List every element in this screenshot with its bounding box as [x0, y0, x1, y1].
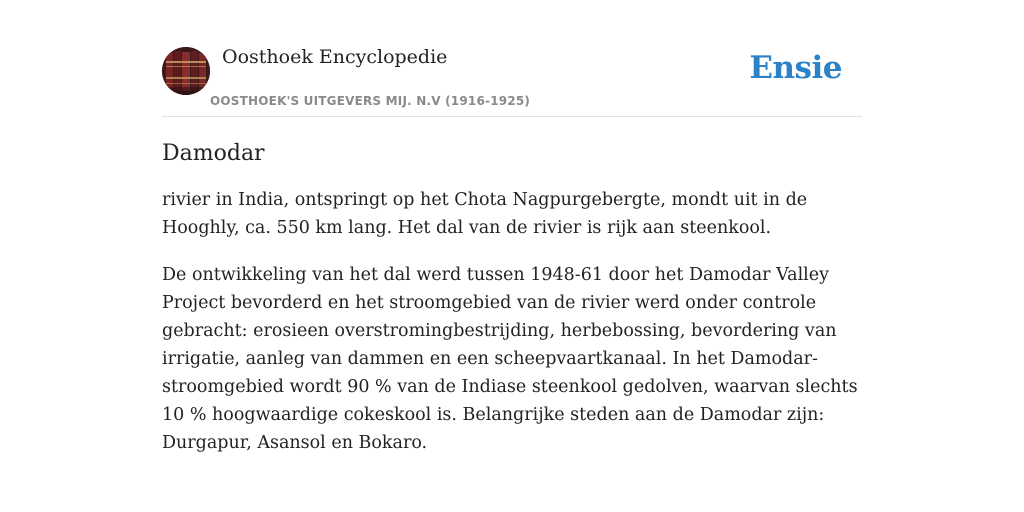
publisher-label: OOSTHOEK'S UITGEVERS MIJ. N.V (1916-1925) — [210, 94, 531, 108]
entry-paragraph: rivier in India, ontspringt op het Chota Nagpurgebergte, mondt uit in de Hooghly, ca. 550 km lang. Het dal van de rivier is rijk aan steenkool. — [162, 190, 808, 238]
source-title[interactable]: Oosthoek Encyclopedie — [222, 46, 448, 68]
entry-body — [162, 186, 862, 457]
entry-card — [162, 44, 862, 476]
book-spines-icon — [162, 47, 210, 95]
ensie-logo-link[interactable]: Ensie — [749, 50, 842, 86]
source-avatar[interactable] — [162, 47, 210, 95]
source-header — [162, 44, 862, 117]
entry-paragraph: De ontwikkeling van het dal werd tussen 1948-61 door het Damodar Valley Project bevorderd en het stroomgebied van de rivier werd onder controle gebracht: erosieen overstromingbestrijding, herbebossing, bevordering van irrigatie, aanleg van dammen en een scheepvaartkanaal. In het Damodar-stroomgebied wordt 90 % van de Indiase steenkool gedolven, waarvan slechts 10 % hoogwaardige cokeskool is. Belangrijke steden aan de Damodar zijn: Durgapur, Asansol en Bokaro. — [162, 265, 858, 453]
entry-title: Damodar — [162, 141, 265, 166]
